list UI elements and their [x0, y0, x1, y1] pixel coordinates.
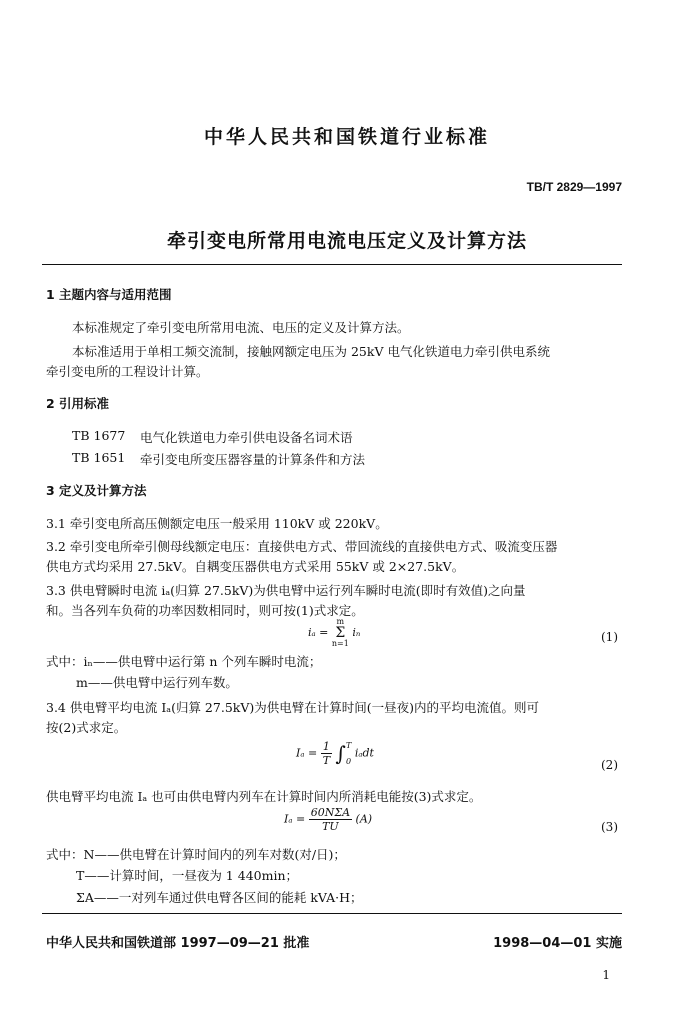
where-1-a: 式中：iₙ——供电臂中运行第 n 个列车瞬时电流；	[46, 654, 322, 669]
equation-3-unit: (A)	[355, 812, 373, 826]
where-3-a: 式中：N——供电臂在计算时间内的列车对数(对/日)；	[46, 847, 346, 862]
integral-symbol: ∫	[335, 741, 346, 766]
clause-3-1: 3.1 牵引变电所高压侧额定电压一般采用 110kV 或 220kV。	[46, 516, 388, 531]
integral-lower-limit: 0	[345, 756, 352, 766]
fraction-denominator: T	[322, 754, 331, 767]
fraction-denominator: TU	[322, 820, 339, 833]
document-title: 牵引变电所常用电流电压定义及计算方法	[166, 230, 527, 252]
reference-code: TB 1651	[72, 450, 126, 465]
clause-3-2-line-2: 供电方式均采用 27.5kV。自耦变压器供电方式采用 55kV 或 2×27.5kV。	[46, 559, 465, 574]
standard-code: TB/T 2829—1997	[526, 180, 622, 194]
section-1-para-2-line-1: 本标准适用于单相工频交流制，接触网额定电压为 25kV 电气化铁道电力牵引供电系统	[72, 344, 550, 359]
reference-code: TB 1677	[72, 428, 126, 443]
where-1-b: m——供电臂中运行列车数。	[76, 675, 238, 690]
integral-upper-limit: T	[345, 740, 352, 750]
equation-1	[308, 618, 360, 648]
equation-2	[296, 740, 374, 767]
clause-3-4-line-2: 按(2)式求定。	[46, 720, 127, 735]
sum-lower-limit: n=1	[331, 639, 349, 648]
section-3-heading: 3 定义及计算方法	[46, 483, 147, 498]
where-3-c: ΣA——一对列车通过供电臂各区间的能耗 kVA·H；	[76, 890, 363, 905]
clause-3-4-line-1: 3.4 供电臂平均电流 Iₐ(归算 27.5kV)为供电臂在计算时间(一昼夜)内的平均电流值。则可	[46, 700, 540, 715]
section-1-para-1: 本标准规定了牵引变电所常用电流、电压的定义及计算方法。	[72, 320, 410, 335]
clause-3-3-line-1: 3.3 供电臂瞬时电流 iₐ(归算 27.5kV)为供电臂中运行列车瞬时电流(即时有效值)之向量	[46, 583, 526, 598]
title-rule	[42, 264, 622, 265]
sum-symbol: Σ	[335, 625, 346, 641]
approval-line: 中华人民共和国铁道部 1997—09—21 批准	[46, 936, 310, 951]
section-2-heading: 2 引用标准	[46, 396, 110, 411]
equation-3	[284, 806, 372, 833]
equation-2-lhs: Iₐ =	[296, 746, 318, 760]
equation-3-lhs: Iₐ =	[284, 812, 306, 826]
page-number: 1	[602, 968, 610, 982]
footer-rule	[42, 913, 622, 914]
equation-1-lhs: iₐ =	[308, 626, 329, 639]
reference-title: 电气化铁道电力牵引供电设备名词术语	[140, 430, 353, 445]
equation-2-number: (2)	[601, 758, 618, 772]
equation-1-number: (1)	[601, 630, 618, 644]
reference-title: 牵引变电所变压器容量的计算条件和方法	[140, 452, 366, 467]
standard-org-title: 中华人民共和国铁道行业标准	[203, 126, 490, 148]
clause-3-2-line-1: 3.2 牵引变电所牵引侧母线额定电压：直接供电方式、带回流线的直接供电方式、吸流变压器	[46, 539, 558, 554]
where-3-b: T——计算时间，一昼夜为 1 440min；	[76, 868, 298, 883]
clause-3-3-line-2: 和。当各列车负荷的功率因数相同时，则可按(1)式求定。	[46, 603, 364, 618]
integrand: iₐdt	[354, 746, 374, 760]
sum-term: iₙ	[352, 626, 361, 639]
fraction-numerator: 60NΣA	[310, 806, 351, 819]
section-1-heading: 1 主题内容与适用范围	[46, 287, 172, 302]
sum-upper-limit: m	[336, 617, 345, 626]
clause-3-4-line-3: 供电臂平均电流 Iₐ 也可由供电臂内列车在计算时间内所消耗电能按(3)式求定。	[46, 789, 482, 804]
equation-3-number: (3)	[601, 820, 618, 834]
fraction-numerator: 1	[321, 740, 332, 754]
effective-date: 1998—04—01 实施	[493, 936, 622, 951]
section-1-para-2-line-2: 牵引变电所的工程设计计算。	[46, 364, 209, 379]
